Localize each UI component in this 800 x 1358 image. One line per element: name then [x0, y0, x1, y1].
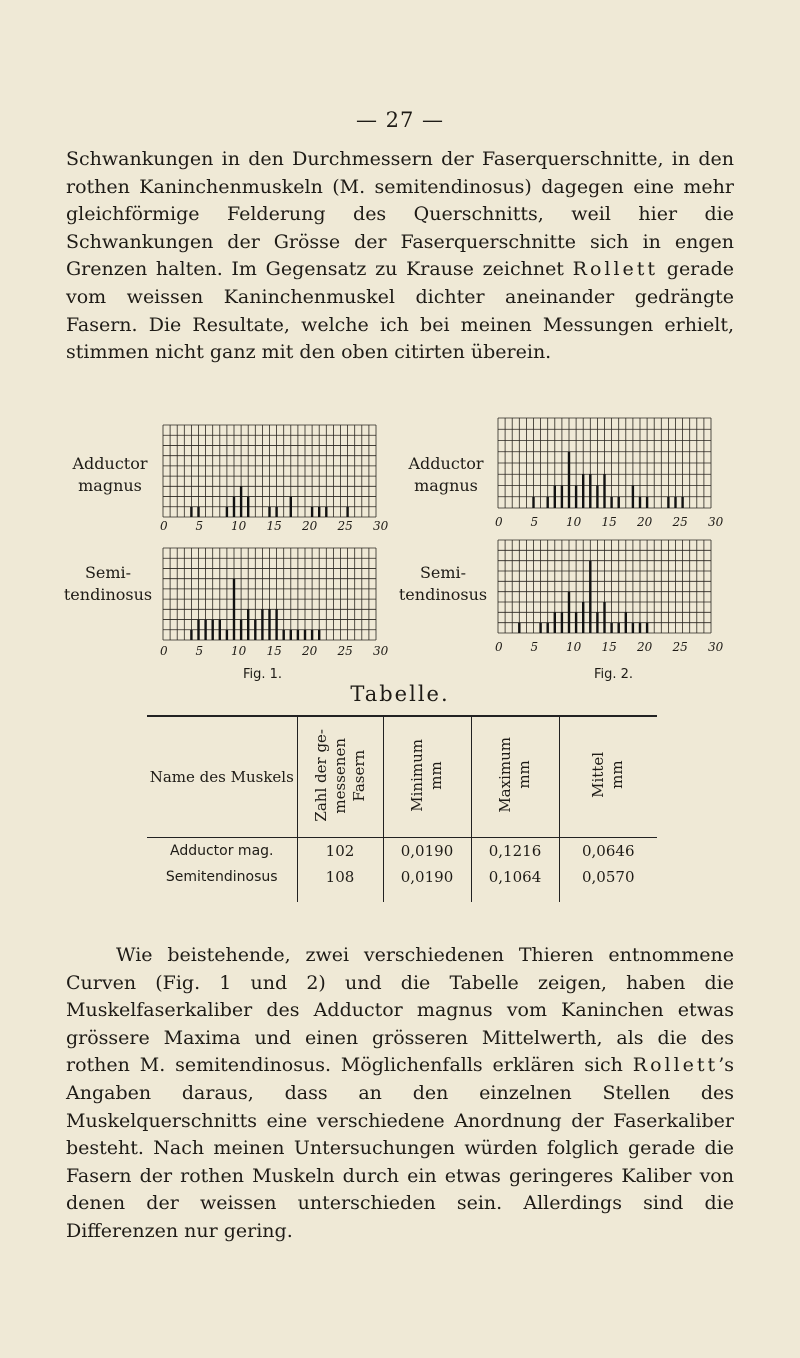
data-table — [147, 715, 657, 902]
fig2-top-label: Adductor magnus — [408, 454, 484, 495]
paragraph-1: Schwankungen in den Durchmessern der Faserquerschnitte, in den rothen Kaninchenmuskeln (M. semitendinosus) dagegen eine mehr gleichförmige Felderung des Querschnitts, weil hier die Schwankungen der Grösse der Faserquerschnitte sich in engen Grenzen halten. Im Gegensatz zu Krause zeichnet Rollett gerade vom weissen Kaninchenmuskel dichter aneinander gedrängte Fasern. Die Resultate, welche ich bei meinen Messungen erhielt, stimmen nicht ganz mit den oben citirten überein. — [66, 148, 735, 364]
axis-tick-label: 30 — [373, 644, 389, 658]
axis-tick-label: 30 — [373, 519, 389, 533]
cell-count: 102 — [297, 838, 383, 865]
axis-tick-label: 5 — [195, 519, 204, 533]
author-name: Rollett — [632, 1054, 719, 1077]
cell-min: 0,0190 — [383, 864, 471, 890]
fig2-bottom-label: Semi- tendinosus — [398, 563, 488, 604]
table-row — [147, 864, 657, 890]
axis-tick-label: 15 — [266, 644, 282, 658]
header-mean: Mittel mm — [559, 716, 657, 838]
histogram-panel-2 — [160, 548, 389, 658]
axis-tick-label: 30 — [708, 640, 724, 654]
histogram-panel-4 — [495, 540, 724, 654]
cell-name: Adductor mag. — [170, 843, 274, 859]
table-header-row — [147, 716, 657, 838]
cell-max: 0,1064 — [471, 864, 559, 890]
table-row — [147, 838, 657, 865]
cell-max: 0,1216 — [471, 838, 559, 865]
paragraph-2: Wie beistehende, zwei verschiedenen Thieren entnommene Curven (Fig. 1 und 2) und die Tabelle zeigen, haben die Muskelfaserkaliber des Adductor magnus vom Kaninchen etwas grössere Maxima und einen grösseren Mittelwerth, als die des rothen M. semitendinosus. Möglichenfalls erklären sich Rollett’s Angaben daraus, dass an den einzelnen Stellen des Muskelquerschnitts eine verschiedene Anordnung der Faserkaliber besteht. Nach meinen Untersuchungen würden folglich gerade die Fasern der rothen Muskeln durch ein etwas geringeres Kaliber von denen der weissen unterschieden sein. Allerdings sind die Differenzen nur gering. — [66, 944, 734, 1242]
histogram-panel-1 — [160, 425, 389, 533]
fig1-bottom-label: Semi- tendinosus — [63, 563, 153, 604]
axis-tick-label: 0 — [495, 640, 503, 654]
axis-tick-label: 5 — [195, 644, 204, 658]
axis-tick-label: 25 — [337, 519, 353, 533]
table-title: Tabelle. — [350, 682, 450, 706]
axis-tick-label: 15 — [266, 519, 282, 533]
header-max: Maximum mm — [471, 716, 559, 838]
axis-tick-label: 10 — [566, 640, 582, 654]
axis-tick-label: 15 — [601, 515, 617, 529]
fig1-top-label: Adductor magnus — [72, 454, 148, 495]
axis-tick-label: 25 — [337, 644, 353, 658]
fig1-caption: Fig. 1. — [243, 667, 283, 682]
author-name: Rollett — [572, 258, 659, 281]
data-table-wrap — [147, 715, 657, 902]
cell-mean: 0,0570 — [559, 864, 657, 890]
axis-tick-label: 15 — [601, 640, 617, 654]
header-name: Name des Muskels — [147, 716, 297, 838]
page-number: — 27 — — [355, 108, 445, 132]
cell-min: 0,0190 — [383, 838, 471, 865]
table-spacer — [147, 890, 657, 902]
axis-tick-label: 5 — [530, 515, 539, 529]
axis-tick-label: 0 — [160, 644, 168, 658]
axis-tick-label: 25 — [672, 515, 688, 529]
cell-mean: 0,0646 — [559, 838, 657, 865]
axis-tick-label: 25 — [672, 640, 688, 654]
axis-tick-label: 0 — [495, 515, 503, 529]
axis-tick-label: 10 — [566, 515, 582, 529]
fig2-caption: Fig. 2. — [594, 667, 634, 682]
axis-tick-label: 20 — [302, 644, 318, 658]
cell-count: 108 — [297, 864, 383, 890]
axis-tick-label: 10 — [231, 644, 247, 658]
cell-name: Semitendinosus — [165, 869, 278, 885]
axis-tick-label: 20 — [637, 640, 653, 654]
axis-tick-label: 20 — [302, 519, 318, 533]
histogram-panel-3 — [495, 418, 724, 529]
axis-tick-label: 30 — [708, 515, 724, 529]
axis-tick-label: 5 — [530, 640, 539, 654]
header-count: Zahl der ge- messenen Fasern — [297, 716, 383, 838]
axis-tick-label: 0 — [160, 519, 168, 533]
axis-tick-label: 10 — [231, 519, 247, 533]
axis-tick-label: 20 — [637, 515, 653, 529]
header-min: Minimum mm — [383, 716, 471, 838]
